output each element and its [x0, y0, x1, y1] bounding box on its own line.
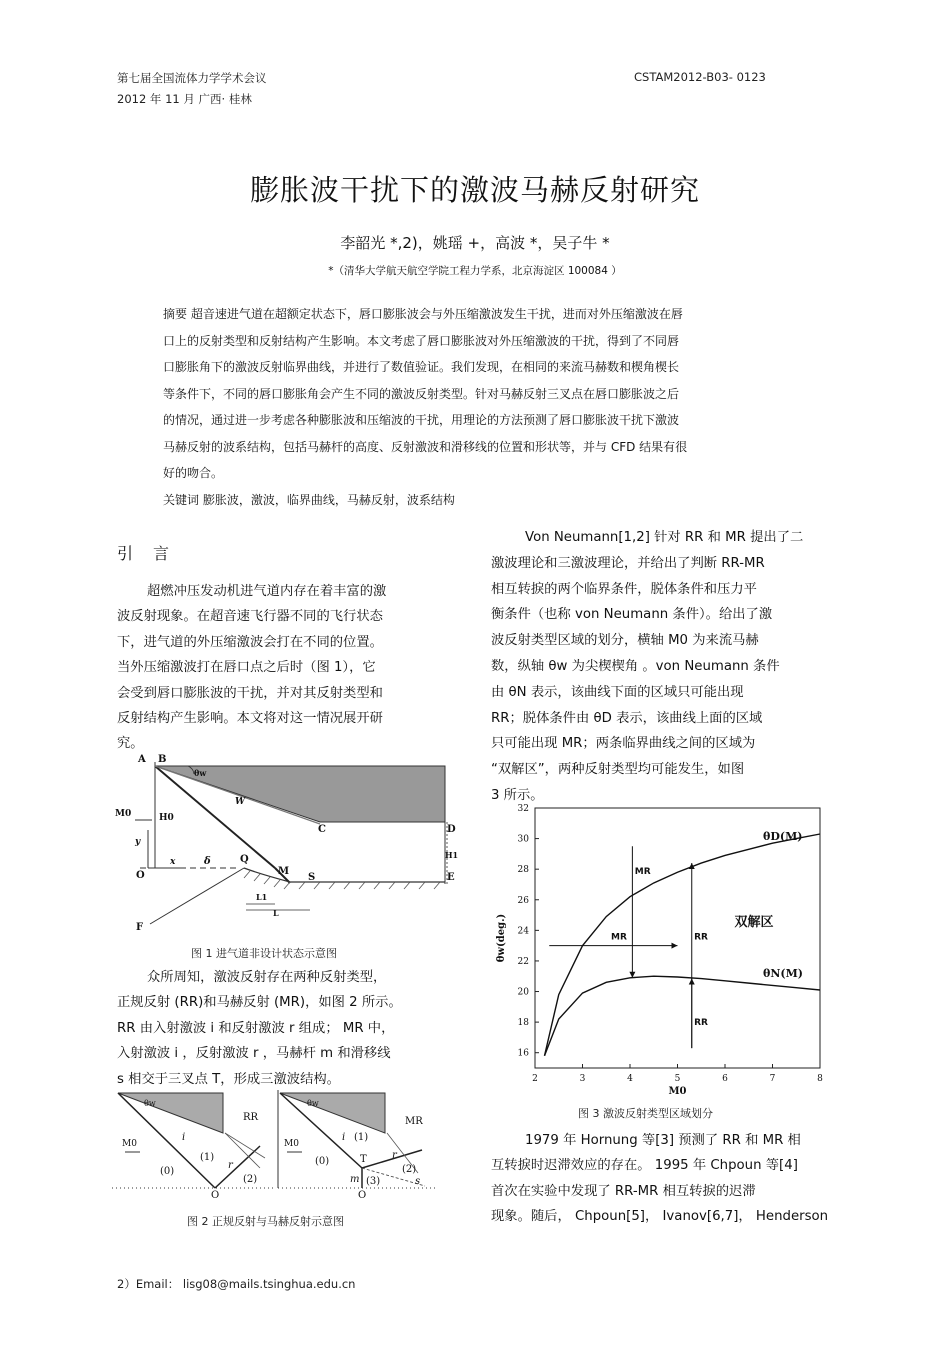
x-tick-label: 7	[769, 1074, 776, 1084]
y-tick-label: 30	[517, 834, 529, 845]
y-tick-label: 32	[517, 804, 529, 814]
intro-paragraph	[117, 579, 457, 757]
abstract-line: 马赫反射的波系结构，包括马赫杆的高度、反射激波和滑移线的位置和形状等，并与 CFD 结果有很	[163, 439, 688, 454]
body-line: “双解区”，两种反射类型均可能发生，如图	[491, 762, 745, 778]
abstract-line: 摘要 超音速进气道在超额定状态下，唇口膨胀波会与外压缩激波发生干扰，进而对外压缩激波在唇	[163, 307, 683, 321]
fig2-label: (0)	[315, 1156, 330, 1167]
y-tick-label: 20	[517, 987, 529, 998]
body-line: 3 所示。	[491, 787, 544, 803]
body-line: 数，纵轴 θw 为尖楔楔角 。von Neumann 条件	[491, 658, 780, 674]
body-line: 波反射现象。在超音速飞行器不同的飞行状态	[117, 609, 383, 625]
abstract	[163, 301, 785, 513]
y-tick-label: 28	[517, 865, 529, 876]
fig1-label: Q	[240, 854, 249, 865]
fig2-label: O	[211, 1190, 220, 1201]
section-heading-intro: 引言	[117, 544, 190, 563]
fig1-label: L	[273, 908, 279, 918]
fig2-label: (2)	[243, 1174, 258, 1185]
region-annotation: 双解区	[734, 914, 774, 930]
fig1-label: A	[138, 754, 146, 765]
body-line: 众所周知，激波反射存在两种反射类型，	[147, 970, 387, 985]
reflection-types-paragraph	[117, 965, 457, 1092]
fig1-label: W	[235, 797, 246, 807]
body-line: 相互转捩的两个临界条件，脱体条件和压力平	[491, 581, 757, 597]
fig2-label: T	[360, 1154, 367, 1165]
paper-id: CSTAM2012-B03- 0123	[634, 70, 766, 84]
body-line: 反射结构产生影响。本文将对这一情况展开研	[117, 711, 383, 727]
fig2-label: (1)	[200, 1152, 215, 1163]
region-annotation: MR	[634, 866, 651, 877]
body-line: RR；脱体条件由 θD 表示，该曲线上面的区域	[491, 710, 763, 726]
x-tick-label: 3	[579, 1074, 586, 1084]
y-tick-label: 22	[517, 956, 529, 967]
fig1-label: θw	[194, 768, 207, 778]
fig2-label: O	[358, 1190, 367, 1201]
body-line: s 相交于三叉点 T，形成三激波结构。	[117, 1071, 340, 1087]
fig1-cowl-surface	[244, 868, 445, 882]
fig2-label: M0	[284, 1139, 299, 1149]
theta-n-legend-label: θN(M)	[763, 967, 803, 980]
fig2-label: θw	[144, 1099, 156, 1108]
abstract-line: 口上的反射类型和反射结构产生影响。本文考虑了唇口膨胀波对外压缩激波的干扰，得到了不同唇	[163, 333, 680, 348]
fig2-label: i	[182, 1132, 186, 1143]
figure-1-caption: 图 1 进气道非设计状态示意图	[191, 947, 337, 960]
figure-1-inlet-diagram	[110, 752, 459, 937]
body-line: Von Neumann[1,2] 针对 RR 和 MR 提出了二	[525, 530, 804, 545]
fig1-label: C	[318, 824, 326, 835]
abstract-line: 好的吻合。	[163, 466, 224, 480]
fig1-cowl-lower	[150, 868, 244, 924]
fig2-label: (2)	[402, 1164, 417, 1175]
figure-2-rr-mr-diagram	[110, 1088, 455, 1200]
fig1-label: H0	[159, 813, 174, 823]
figure-2-caption: 图 2 正规反射与马赫反射示意图	[187, 1215, 344, 1228]
body-line: 正规反射 (RR)和马赫反射 (MR)，如图 2 所示。	[117, 995, 402, 1011]
y-axis-label: θw(deg.)	[496, 913, 507, 963]
fig1-label: y	[135, 837, 141, 847]
fig2-label: (3)	[366, 1176, 381, 1187]
rr-arrow-up-lower-head	[689, 979, 695, 985]
fig2-label: M0	[122, 1139, 137, 1149]
body-line: 只可能出现 MR；两条临界曲线之间的区域为	[491, 736, 756, 752]
fig1-label: S	[308, 872, 316, 883]
y-tick-label: 16	[517, 1048, 529, 1059]
body-line: 现象。随后， Chpoun[5]， Ivanov[6,7]， Henderson	[491, 1209, 829, 1225]
fig2-label: θw	[307, 1099, 319, 1108]
region-annotation: RR	[694, 932, 708, 943]
body-line: 波反射类型区域的划分，横轴 M0 为来流马赫	[491, 633, 759, 649]
fig1-label: H1	[445, 850, 459, 860]
fig2-label: (0)	[160, 1166, 175, 1177]
theta-d-legend-label: θD(M)	[763, 830, 803, 844]
fig1-label: M0	[115, 809, 132, 819]
keywords: 关键词 膨胀波，激波，临界曲线，马赫反射，波系结构	[163, 492, 455, 507]
mr-arrow-right-head	[672, 943, 678, 949]
y-tick-label: 18	[517, 1018, 529, 1029]
fig2-label: m	[350, 1174, 360, 1185]
fig2-label: r	[392, 1150, 397, 1161]
body-line: 1979 年 Hornung 等[3] 预测了 RR 和 MR 相	[525, 1133, 801, 1148]
body-line: 当外压缩激波打在唇口点之后时（图 1），它	[117, 660, 376, 676]
footnote-email: 2）Email： lisg08@mails.tsinghua.edu.cn	[117, 1277, 356, 1291]
x-tick-label: 8	[817, 1074, 823, 1084]
chart-plot-frame	[535, 808, 820, 1068]
body-line: 衡条件（也称 von Neumann 条件）。给出了激	[491, 607, 773, 623]
x-tick-label: 4	[627, 1074, 633, 1084]
y-tick-label: 26	[517, 895, 529, 906]
x-tick-label: 6	[722, 1074, 728, 1084]
region-annotation: RR	[694, 1018, 708, 1029]
fig1-label: M	[278, 866, 290, 877]
fig1-label: B	[158, 754, 167, 765]
conference-date-place: 2012 年 11 月 广西· 桂林	[117, 92, 252, 106]
fig2-label: (1)	[354, 1132, 369, 1143]
theta-n-curve	[545, 976, 821, 1056]
abstract-line: 等条件下，不同的唇口膨胀角会产生不同的激波反射类型。针对马赫反射三叉点在唇口膨胀波之后	[163, 386, 680, 401]
fig2-label: MR	[405, 1116, 423, 1127]
body-line: 会受到唇口膨胀波的干扰，并对其反射类型和	[117, 685, 383, 701]
body-line: 互转捩时迟滞效应的存在。 1995 年 Chpoun 等[4]	[491, 1158, 798, 1174]
fig2-label: r	[228, 1160, 233, 1171]
body-line: 由 θN 表示，该曲线下面的区域只可能出现	[491, 684, 744, 700]
author-list: 李韶光 *,2)，姚瑶 +，高波 *，吴子牛 *	[340, 234, 610, 252]
abstract-line: 口膨胀角下的激波反射临界曲线，并进行了数值验证。我们发现，在相同的来流马赫数和楔角楔长	[163, 360, 680, 374]
fig2-label: i	[342, 1132, 346, 1143]
fig2-label: s	[415, 1176, 421, 1187]
hysteresis-paragraph	[491, 1128, 836, 1230]
x-tick-label: 5	[674, 1074, 681, 1084]
abstract-line: 的情况，通过进一步考虑各种膨胀波和压缩波的干扰，用理论的方法预测了唇口膨胀波干扰下激波	[163, 413, 680, 427]
figure-3-caption: 图 3 激波反射类型区域划分	[578, 1107, 713, 1120]
figure-3-reflection-domain-chart	[490, 800, 830, 1098]
region-annotation: MR	[611, 932, 627, 943]
body-line: 激波理论和三激波理论，并给出了判断 RR-MR	[491, 555, 765, 571]
x-axis-label: M0	[668, 1086, 687, 1097]
body-line: 超燃冲压发动机进气道内存在着丰富的激	[147, 584, 387, 599]
conference-name: 第七届全国流体力学学术会议	[117, 71, 267, 85]
affiliation: *（清华大学航天航空学院工程力学系，北京海淀区 100084 ）	[328, 265, 622, 277]
body-line: RR 由入射激波 i 和反射激波 r 组成； MR 中，	[117, 1020, 395, 1036]
theta-d-curve	[545, 834, 821, 1056]
fig1-label: F	[136, 922, 144, 933]
fig1-label: E	[447, 872, 455, 883]
body-line: 首次在实验中发现了 RR-MR 相互转捩的迟滞	[491, 1183, 756, 1199]
fig1-label: O	[136, 870, 145, 881]
body-line: 下，进气道的外压缩激波会打在不同的位置。	[117, 634, 383, 650]
fig1-label: D	[447, 824, 456, 835]
von-neumann-paragraph	[491, 525, 836, 809]
paper-title: 膨胀波干扰下的激波马赫反射研究	[249, 173, 700, 207]
fig1-label: x	[170, 857, 176, 867]
fig1-label: δ	[204, 856, 211, 867]
body-line: 究。	[117, 736, 144, 752]
fig1-label: L1	[256, 892, 268, 902]
x-tick-label: 2	[532, 1074, 538, 1084]
body-line: 入射激波 i ，反射激波 r ，马赫杆 m 和滑移线	[117, 1046, 391, 1062]
y-tick-label: 24	[517, 926, 529, 937]
fig2-label: RR	[243, 1112, 259, 1123]
